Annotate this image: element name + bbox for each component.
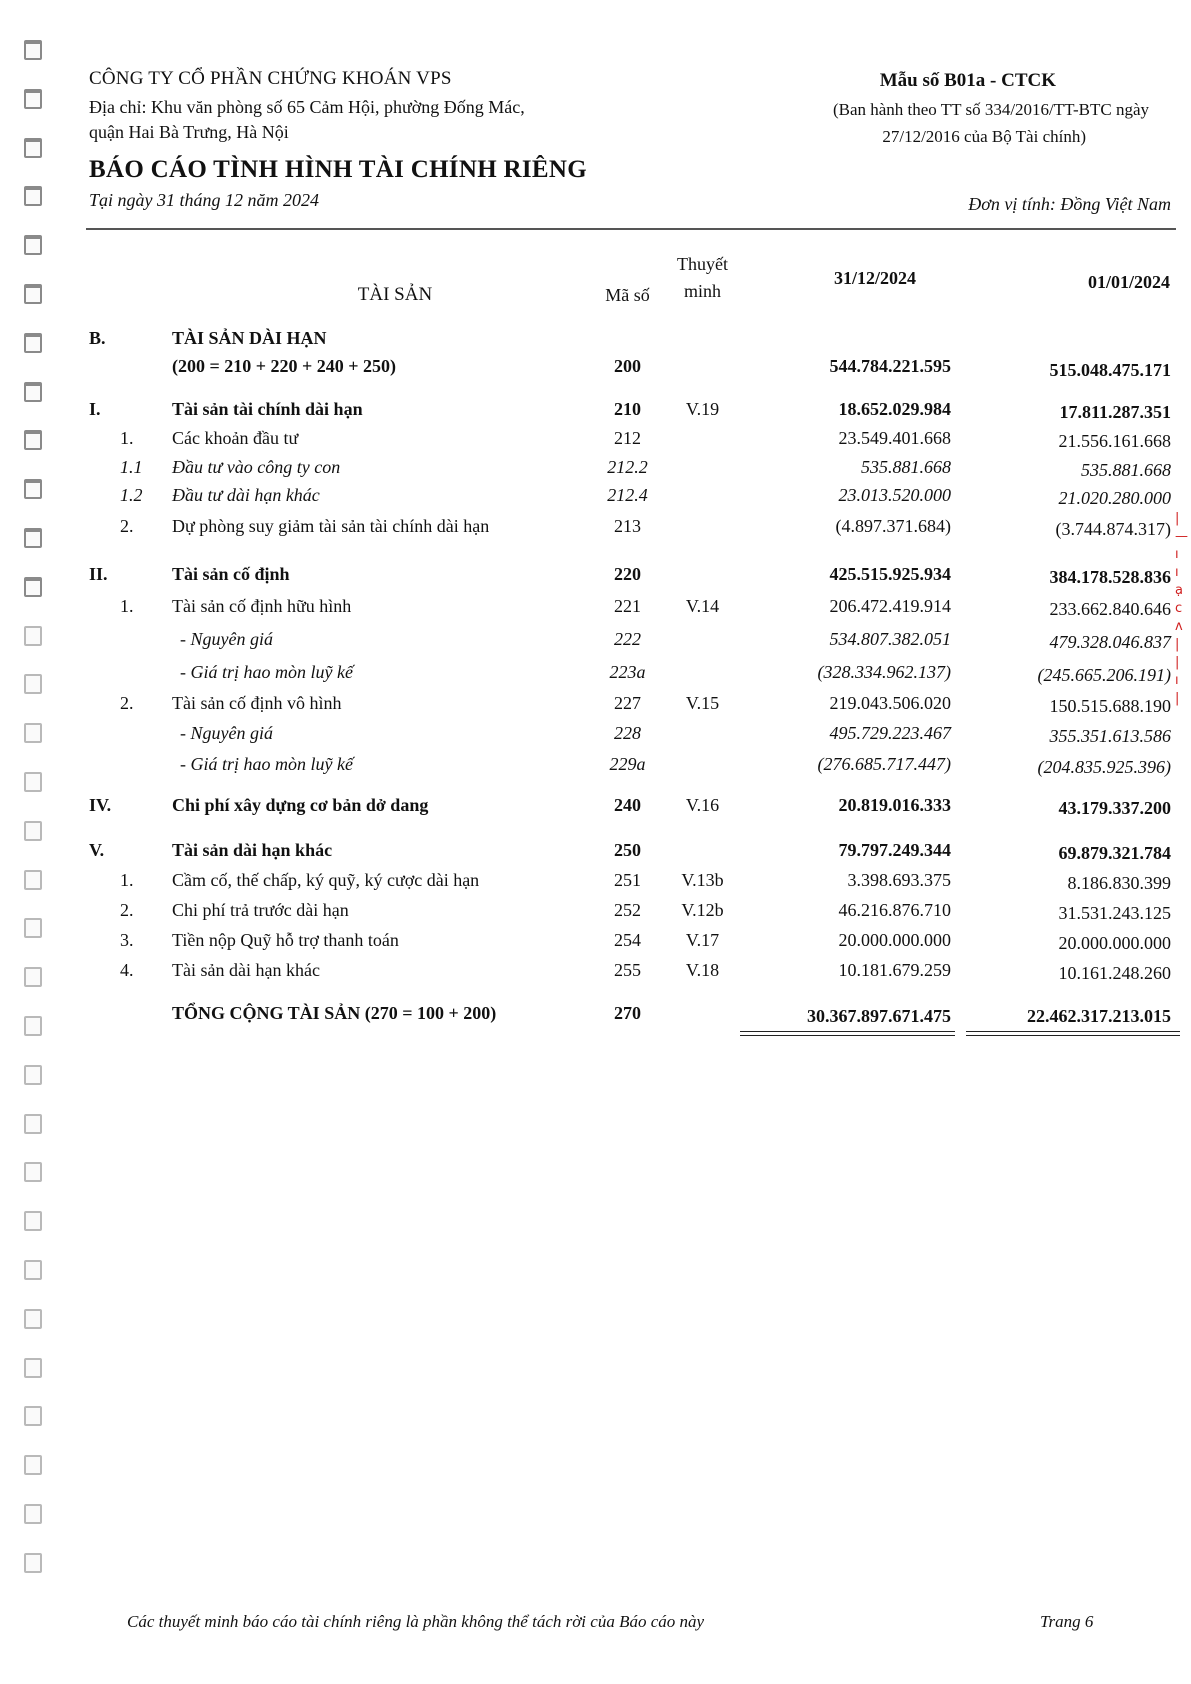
- row-code: 213: [614, 516, 641, 536]
- table-row: [0, 930, 1191, 956]
- row-value-period-end: 3.398.693.375: [847, 870, 951, 890]
- table-row: [0, 960, 1191, 986]
- row-value-period-end: 79.797.249.344: [838, 840, 951, 860]
- row-code: 223a: [609, 662, 646, 682]
- row-code: 252: [614, 900, 641, 920]
- row-value-period-start: (204.835.925.396): [1037, 757, 1171, 777]
- row-index: 1.1: [120, 457, 143, 477]
- row-note: V.15: [685, 693, 720, 713]
- table-row: [0, 596, 1191, 622]
- row-note: V.16: [685, 795, 720, 815]
- row-index: IV.: [89, 795, 112, 815]
- issued-by-line2: 27/12/2016 của Bộ Tài chính): [882, 127, 1086, 146]
- footer-note: Các thuyết minh báo cáo tài chính riêng là phần không thể tách rời của Báo cáo này: [127, 1612, 705, 1631]
- table-row: [0, 900, 1191, 926]
- row-value-period-start: 21.020.280.000: [1058, 488, 1171, 508]
- row-value-period-end: 20.819.016.333: [838, 795, 951, 815]
- row-code: 222: [614, 629, 641, 649]
- row-code: 270: [614, 1003, 641, 1023]
- row-code: 229a: [609, 754, 646, 774]
- row-name: Tài sản dài hạn khác: [172, 840, 333, 860]
- col-header-assets: TÀI SẢN: [357, 284, 433, 305]
- row-code: 212.4: [607, 485, 648, 505]
- row-note: V.19: [685, 399, 720, 419]
- row-value-period-start: (245.665.206.191): [1037, 665, 1171, 685]
- row-note: V.14: [685, 596, 720, 616]
- table-row: [0, 564, 1191, 590]
- row-code: 200: [614, 356, 641, 376]
- form-code: Mẫu số B01a - CTCK: [879, 70, 1056, 91]
- row-name: (200 = 210 + 220 + 240 + 250): [172, 356, 397, 376]
- row-value-period-end: 534.807.382.051: [829, 629, 951, 649]
- row-note: V.12b: [681, 900, 724, 920]
- row-code: 227: [614, 693, 641, 713]
- table-row: [0, 457, 1191, 483]
- row-index: 1.: [120, 596, 134, 616]
- row-name: TỔNG CỘNG TÀI SẢN (270 = 100 + 200): [172, 1003, 497, 1023]
- row-index: I.: [89, 399, 101, 419]
- row-value-period-start: 10.161.248.260: [1058, 963, 1171, 983]
- table-row: [0, 516, 1191, 542]
- row-note: V.13b: [681, 870, 724, 890]
- row-name: - Giá trị hao mòn luỹ kế: [180, 662, 353, 682]
- row-value-period-end: 495.729.223.467: [829, 723, 951, 743]
- row-value-period-start: 20.000.000.000: [1058, 933, 1171, 953]
- table-row: [0, 399, 1191, 425]
- row-index: 2.: [120, 693, 134, 713]
- row-value-period-start: 31.531.243.125: [1058, 903, 1171, 923]
- row-index: 2.: [120, 516, 134, 536]
- row-name: Tài sản cố định vô hình: [172, 693, 342, 713]
- row-value-period-start: 535.881.668: [1081, 460, 1171, 480]
- col-header-period-end: 31/12/2024: [833, 268, 916, 288]
- table-row-total: [0, 1003, 1191, 1029]
- row-name: Chi phí trả trước dài hạn: [172, 900, 349, 920]
- row-code: 212: [614, 428, 641, 448]
- table-row: [0, 795, 1191, 821]
- row-value-period-start: 150.515.688.190: [1049, 696, 1171, 716]
- col-header-code: Mã số: [605, 285, 650, 305]
- row-value-period-end: 20.000.000.000: [838, 930, 951, 950]
- row-code: 254: [614, 930, 641, 950]
- row-index: 3.: [120, 930, 134, 950]
- company-name: CÔNG TY CỔ PHẦN CHỨNG KHOÁN VPS: [89, 68, 452, 89]
- row-code: 210: [614, 399, 641, 419]
- row-index: V.: [89, 840, 105, 860]
- row-name: Đầu tư vào công ty con: [172, 457, 341, 477]
- issued-by-line1: (Ban hành theo TT số 334/2016/TT-BTC ngày: [832, 100, 1149, 119]
- row-code: 221: [614, 596, 641, 616]
- table-row: [0, 662, 1191, 688]
- row-index: 2.: [120, 900, 134, 920]
- table-row: [0, 723, 1191, 749]
- row-name: Tài sản tài chính dài hạn: [172, 399, 363, 419]
- row-value-period-start: 384.178.528.836: [1049, 567, 1171, 587]
- row-value-period-end: 10.181.679.259: [838, 960, 951, 980]
- table-row: [0, 328, 1191, 354]
- row-note: V.18: [685, 960, 720, 980]
- row-value-period-end: 219.043.506.020: [829, 693, 951, 713]
- row-code: 255: [614, 960, 641, 980]
- row-name: - Giá trị hao mòn luỹ kế: [180, 754, 353, 774]
- row-value-period-end: 18.652.029.984: [838, 399, 951, 419]
- row-code: 228: [614, 723, 641, 743]
- row-code: 212.2: [607, 457, 648, 477]
- row-name: TÀI SẢN DÀI HẠN: [172, 328, 327, 348]
- currency-unit: Đơn vị tính: Đồng Việt Nam: [968, 194, 1171, 214]
- row-value-period-start: 8.186.830.399: [1067, 873, 1171, 893]
- row-index: B.: [89, 328, 106, 348]
- table-row: [0, 693, 1191, 719]
- row-index: 1.: [120, 428, 134, 448]
- row-value-period-end: 23.549.401.668: [838, 428, 951, 448]
- table-row: [0, 485, 1191, 511]
- total-double-underline: [740, 1031, 955, 1036]
- row-value-period-start: (3.744.874.317): [1055, 519, 1171, 539]
- page-number: Trang 6: [1040, 1612, 1094, 1631]
- row-code: 251: [614, 870, 641, 890]
- company-address-line2: quận Hai Bà Trưng, Hà Nội: [89, 122, 289, 142]
- report-date: Tại ngày 31 tháng 12 năm 2024: [89, 190, 320, 210]
- row-name: - Nguyên giá: [180, 629, 273, 649]
- row-name: Tiền nộp Quỹ hỗ trợ thanh toán: [172, 930, 399, 950]
- row-name: Tài sản cố định: [172, 564, 290, 584]
- row-value-period-end: 544.784.221.595: [829, 356, 951, 376]
- handwritten-margin-mark: | — ı ı ạ c ʌ | | ı |: [1175, 511, 1188, 706]
- row-value-period-end: 425.515.925.934: [829, 564, 951, 584]
- row-index: 1.: [120, 870, 134, 890]
- row-value-period-end: (276.685.717.447): [817, 754, 951, 774]
- report-title: BÁO CÁO TÌNH HÌNH TÀI CHÍNH RIÊNG: [89, 156, 587, 183]
- row-value-period-end: 30.367.897.671.475: [807, 1006, 951, 1026]
- row-value-period-end: (4.897.371.684): [835, 516, 951, 536]
- row-name: Tài sản dài hạn khác: [172, 960, 320, 980]
- row-index: 1.2: [120, 485, 143, 505]
- row-value-period-start: 43.179.337.200: [1058, 798, 1171, 818]
- row-value-period-start: 69.879.321.784: [1058, 843, 1171, 863]
- row-code: 220: [614, 564, 641, 584]
- row-code: 240: [614, 795, 641, 815]
- row-value-period-end: 206.472.419.914: [829, 596, 951, 616]
- table-row: [0, 870, 1191, 896]
- table-row: [0, 629, 1191, 655]
- row-name: Tài sản cố định hữu hình: [172, 596, 352, 616]
- row-value-period-start: 515.048.475.171: [1049, 360, 1171, 380]
- company-address-line1: Địa chỉ: Khu văn phòng số 65 Cảm Hội, phường Đống Mác,: [89, 97, 525, 117]
- row-value-period-start: 17.811.287.351: [1059, 402, 1171, 422]
- row-code: 250: [614, 840, 641, 860]
- row-name: Cầm cố, thế chấp, ký quỹ, ký cược dài hạn: [172, 870, 480, 890]
- header-divider: [86, 228, 1176, 230]
- row-name: Đầu tư dài hạn khác: [172, 485, 320, 505]
- col-header-note-line2: minh: [683, 281, 721, 301]
- row-value-period-end: (328.334.962.137): [817, 662, 951, 682]
- row-name: Dự phòng suy giảm tài sản tài chính dài hạn: [172, 516, 490, 536]
- table-row: [0, 754, 1191, 780]
- row-value-period-end: 46.216.876.710: [838, 900, 951, 920]
- row-value-period-start: 233.662.840.646: [1049, 599, 1171, 619]
- row-index: II.: [89, 564, 108, 584]
- col-header-note-line1: Thuyết: [677, 254, 728, 274]
- row-value-period-start: 22.462.317.213.015: [1027, 1006, 1171, 1026]
- col-header-period-start: 01/01/2024: [1087, 272, 1170, 292]
- row-value-period-end: 535.881.668: [861, 457, 951, 477]
- table-row: [0, 840, 1191, 866]
- row-name: - Nguyên giá: [180, 723, 273, 743]
- row-name: Chi phí xây dựng cơ bản dở dang: [172, 795, 429, 815]
- row-name: Các khoản đầu tư: [172, 428, 299, 448]
- row-note: V.17: [685, 930, 720, 950]
- row-index: 4.: [120, 960, 134, 980]
- table-row: [0, 428, 1191, 454]
- total-double-underline: [966, 1031, 1180, 1036]
- table-row: [0, 356, 1191, 382]
- row-value-period-end: 23.013.520.000: [838, 485, 951, 505]
- row-value-period-start: 479.328.046.837: [1049, 632, 1171, 652]
- row-value-period-start: 355.351.613.586: [1049, 726, 1171, 746]
- row-value-period-start: 21.556.161.668: [1058, 431, 1171, 451]
